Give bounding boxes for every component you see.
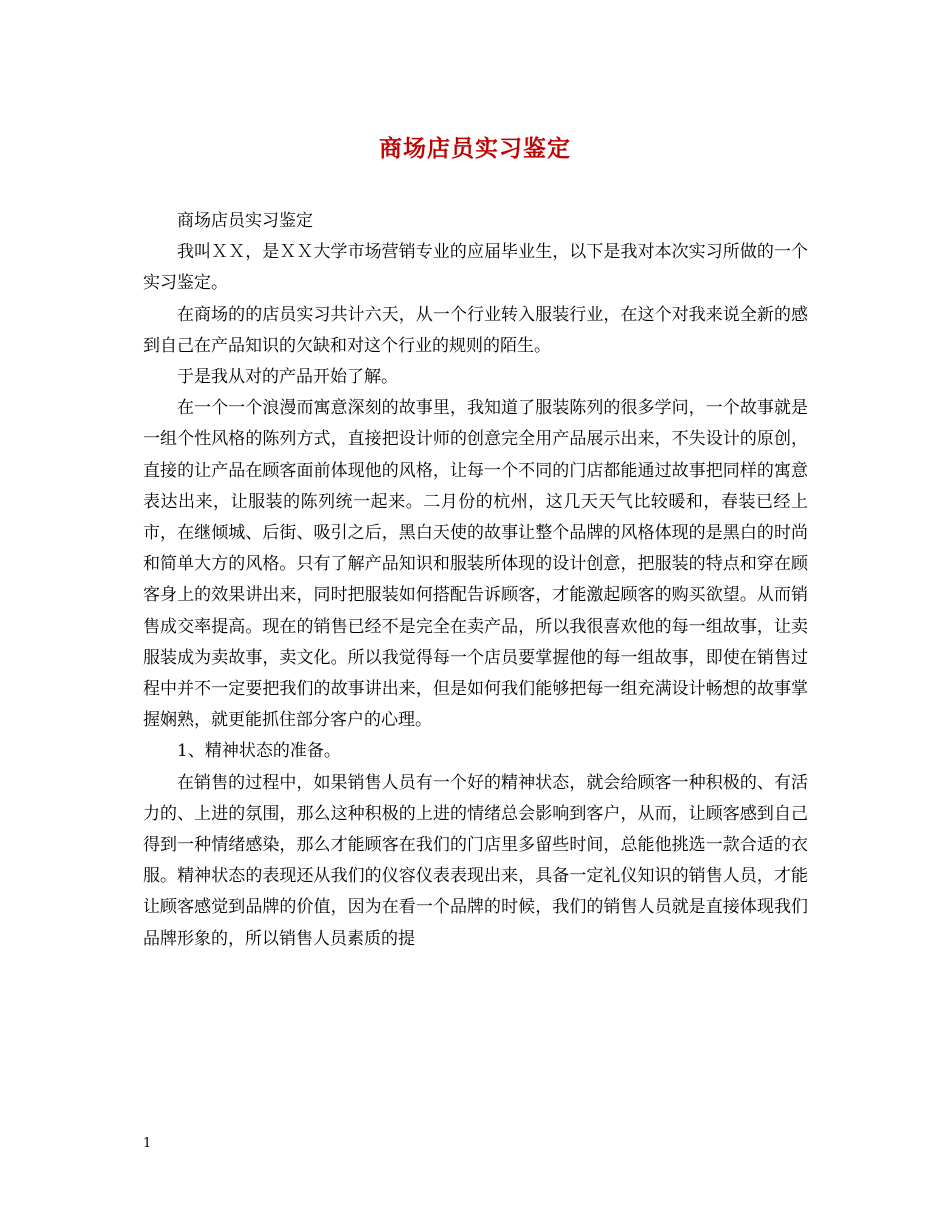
paragraph-intro: 我叫ＸＸ，是ＸＸ大学市场营销专业的应届毕业生，以下是我对本次实习所做的一个实习鉴定。: [143, 242, 808, 294]
paragraph-spirit-state: 在销售的过程中，如果销售人员有一个好的精神状态，就会给顾客一种积极的、有活力的、上进的氛围，那么这种积极的上进的情绪总会影响到客户，从而，让顾客感到自己得到一种情绪感染，那么才能顾客在我们的门店里多留些时间，总能他挑选一款合适的衣服。精神状态的表现还从我们的仪容仪表表现出来，具备一定礼仪知识的销售人员，才能让顾客感觉到品牌的价值，因为在看一个品牌的时候，我们的销售人员就是直接体现我们品牌形象的，所以销售人员素质的提: [143, 772, 808, 949]
document-body: [143, 206, 808, 955]
document-title: 商场店员实习鉴定: [379, 135, 571, 162]
paragraph-product-learning: 于是我从对的产品开始了解。: [177, 367, 398, 388]
page-number: 1: [143, 1136, 152, 1151]
paragraph-section-1-heading: 1、精神状态的准备。: [177, 741, 341, 762]
paragraph-heading: 商场店员实习鉴定: [177, 211, 313, 231]
paragraph-story-display: 在一个一个浪漫而寓意深刻的故事里，我知道了服装陈列的很多学问，一个故事就是一组个性风格的陈列方式，直接把设计师的创意完全用产品展示出来，不失设计的原创，直接的让产品在顾客面前体现他的风格，让每一个不同的门店都能通过故事把同样的寓意表达出来，让服装的陈列统一起来。二月份的杭州，这几天天气比较暖和，春装已经上市，在继倾城、后街、吸引之后，黑白天使的故事让整个品牌的风格体现的是黑白的时尚和简单大方的风格。只有了解产品知识和服装所体现的设计创意，把服装的特点和穿在顾客身上的效果讲出来，同时把服装如何搭配告诉顾客，才能激起顾客的购买欲望。从而销售成交率提高。现在的销售已经不是完全在卖产品，所以我很喜欢他的每一组故事，让卖服装成为卖故事，卖文化。所以我觉得每一个店员要掌握他的每一组故事，即使在销售过程中并不一定要把我们的故事讲出来，但是如何我们能够把每一组充满设计畅想的故事掌握娴熟，就更能抓住部分客户的心理。: [143, 398, 808, 731]
paragraph-internship-duration: 在商场的的店员实习共计六天，从一个行业转入服装行业，在这个对我来说全新的感到自己在产品知识的欠缺和对这个行业的规则的陌生。: [143, 304, 808, 356]
